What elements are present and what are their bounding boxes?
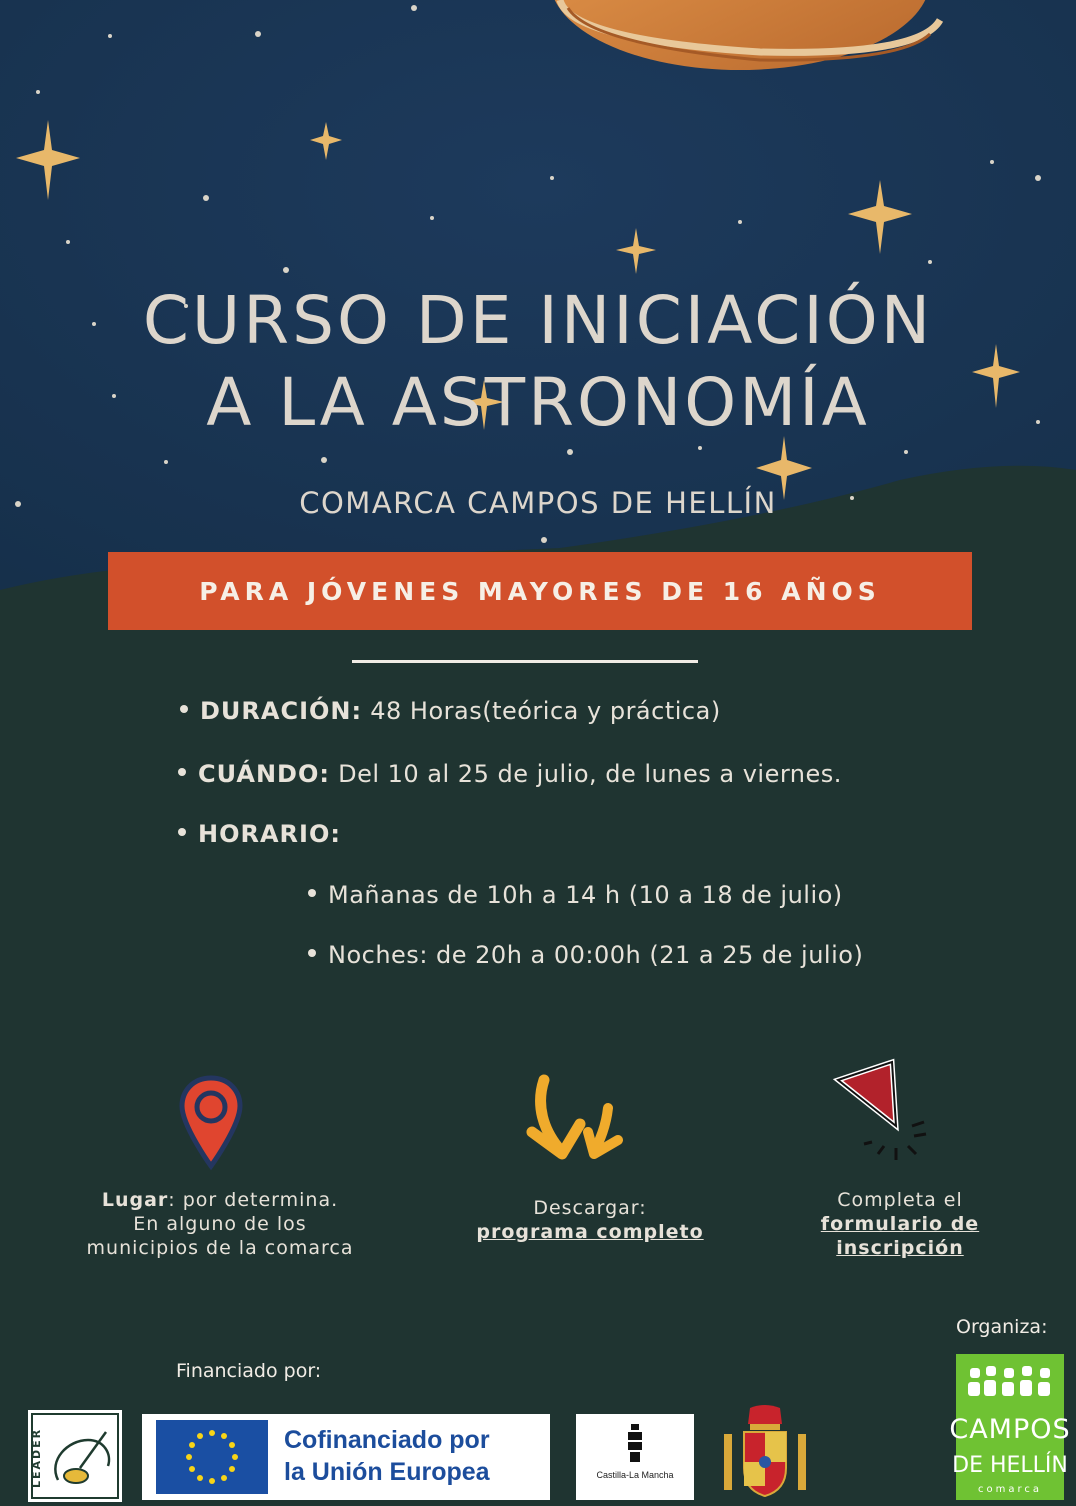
completa-text: Completa el (837, 1189, 963, 1211)
detail-horario (178, 820, 341, 848)
eu-text (284, 1424, 490, 1488)
bullet-icon (308, 949, 316, 957)
horario-noche-value: Noches: de 20h a 00:00h (21 a 25 de julio) (328, 941, 864, 969)
detail-horario-noche (308, 941, 863, 969)
completa-info (760, 1188, 1040, 1260)
lugar-line3: municipios de la comarca (86, 1237, 354, 1259)
lugar-text: : por determina. (168, 1189, 339, 1211)
cuando-label: CUÁNDO: (198, 760, 330, 788)
lugar-line2: En alguno de los (133, 1213, 307, 1235)
financiado-label: Financiado por: (176, 1360, 322, 1382)
duracion-label: DURACIÓN: (200, 697, 363, 725)
formulario-link-line2[interactable]: inscripción (836, 1237, 964, 1259)
detail-cuando (178, 760, 842, 788)
bullet-icon (178, 768, 186, 776)
subtitle: COMARCA CAMPOS DE HELLÍN (299, 486, 777, 520)
descargar-info (440, 1196, 740, 1244)
cursor-click-icon[interactable] (826, 1054, 936, 1174)
spain-coat-of-arms-icon (720, 1404, 810, 1502)
eu-line1: Cofinanciado por (284, 1426, 490, 1454)
detail-horario-manana (308, 881, 843, 909)
formulario-link-line1[interactable]: formulario de (820, 1213, 980, 1235)
eu-cofinanciado-logo (142, 1414, 550, 1500)
divider (352, 660, 698, 663)
leader-logo (28, 1410, 122, 1502)
horario-manana-value: Mañanas de 10h a 14 h (10 a 18 de julio) (328, 881, 843, 909)
duracion-value: 48 Horas(teórica y práctica) (370, 697, 721, 725)
title-line-1: CURSO DE INICIACIÓN (142, 282, 934, 359)
eu-flag-icon (156, 1420, 268, 1494)
campos-line2: DE HELLÍN (952, 1453, 1068, 1478)
detail-duracion (180, 697, 721, 725)
horario-label: HORARIO: (198, 820, 341, 848)
campos-line1: CAMPOS (949, 1414, 1071, 1445)
leader-text: LEADER (30, 1427, 43, 1488)
descargar-text: Descargar: (533, 1197, 647, 1219)
eu-line2: la Unión Europea (284, 1458, 490, 1486)
programa-completo-link[interactable]: programa completo (476, 1221, 704, 1243)
title-line-2: A LA ASTRONOMÍA (206, 364, 870, 441)
age-banner (108, 552, 972, 630)
map-pin-icon (178, 1074, 244, 1170)
organiza-label: Organiza: (956, 1316, 1048, 1338)
bullet-icon (308, 889, 316, 897)
download-arrows-icon[interactable] (522, 1074, 630, 1164)
clm-text: Castilla-La Mancha (596, 1470, 674, 1480)
banner-text: PARA JÓVENES MAYORES DE 16 AÑOS (199, 576, 881, 606)
lugar-info (70, 1188, 370, 1260)
cuando-value: Del 10 al 25 de julio, de lunes a viernes. (338, 760, 842, 788)
bullet-icon (178, 828, 186, 836)
clm-emblem-icon (576, 1414, 694, 1470)
lugar-line1 (70, 1188, 370, 1212)
bullet-icon (180, 705, 188, 713)
campos-de-hellin-logo (949, 1354, 1071, 1500)
campos-line3: comarca (977, 1484, 1043, 1495)
lugar-label: Lugar (101, 1189, 169, 1211)
castilla-la-mancha-logo (576, 1414, 694, 1500)
